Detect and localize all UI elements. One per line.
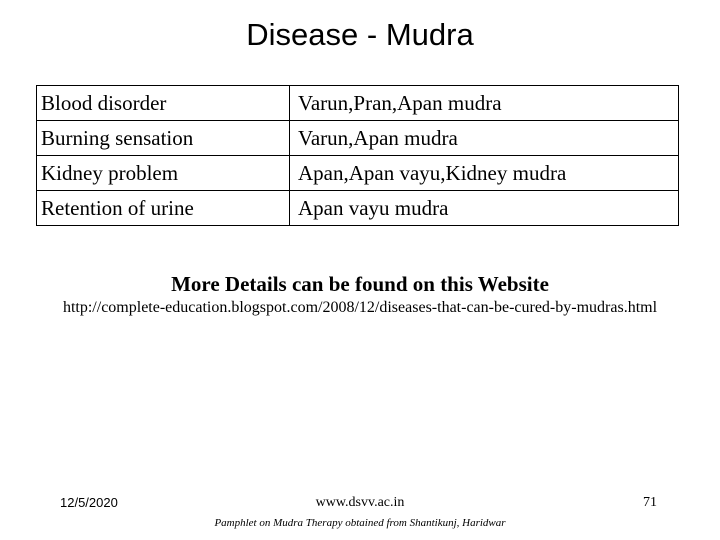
footer-page-number: 71 <box>643 495 657 510</box>
disease-cell: Blood disorder <box>37 86 290 121</box>
table-row <box>37 191 679 226</box>
slide-title: Disease - Mudra <box>246 17 474 52</box>
footer-note: Pamphlet on Mudra Therapy obtained from Shantikunj, Haridwar <box>214 517 506 529</box>
disease-cell: Retention of urine <box>37 191 290 226</box>
footer-date: 12/5/2020 <box>60 495 118 510</box>
mudra-cell: Varun,Pran,Apan mudra <box>298 90 502 115</box>
disease-mudra-table <box>36 85 679 226</box>
mudra-cell: Apan vayu mudra <box>290 191 679 226</box>
table-row <box>37 156 679 191</box>
mudra-cell: Apan,Apan vayu,Kidney mudra <box>290 156 679 191</box>
mudra-cell: Varun,Apan mudra <box>290 121 679 156</box>
table-row <box>37 86 679 121</box>
website-link[interactable]: http://complete-education.blogspot.com/2008/12/diseases-that-can-be-cured-by-mudras.html <box>62 299 658 316</box>
table-row <box>37 121 679 156</box>
more-details-heading: More Details can be found on this Website <box>171 272 549 296</box>
footer-site: www.dsvv.ac.in <box>315 495 405 510</box>
table-body <box>37 86 679 226</box>
disease-cell: Kidney problem <box>37 156 290 191</box>
disease-cell: Burning sensation <box>37 121 290 156</box>
